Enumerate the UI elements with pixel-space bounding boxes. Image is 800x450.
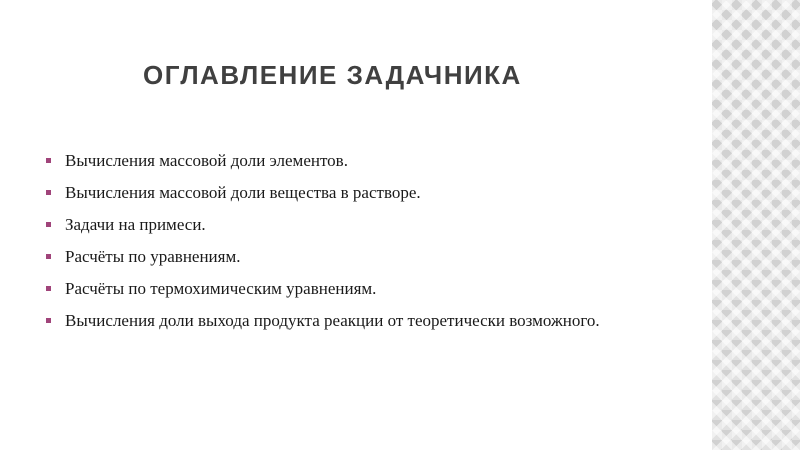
list-item <box>46 182 666 204</box>
list-item-text: Вычисления массовой доли вещества в растворе. <box>65 183 421 202</box>
list-item <box>46 150 666 172</box>
list-item <box>46 278 666 300</box>
bullet-icon <box>46 318 51 323</box>
bullet-icon <box>46 158 51 163</box>
bullet-icon <box>46 286 51 291</box>
slide-title: ОГЛАВЛЕНИЕ ЗАДАЧНИКА <box>143 60 522 90</box>
list-item-text: Расчёты по уравнениям. <box>65 247 241 266</box>
diamond-pattern <box>712 0 800 450</box>
list-item <box>46 310 666 332</box>
decorative-sidebar <box>712 0 800 450</box>
list-item <box>46 214 666 236</box>
list-item-text: Расчёты по термохимическим уравнениям. <box>65 279 377 298</box>
bullet-icon <box>46 254 51 259</box>
list-item-text: Вычисления массовой доли элементов. <box>65 151 348 170</box>
list-item-text: Вычисления доли выхода продукта реакции от теоретически возможного. <box>65 311 600 330</box>
list-item <box>46 246 666 268</box>
bullet-icon <box>46 190 51 195</box>
bullet-list <box>46 150 666 342</box>
list-item-text: Задачи на примеси. <box>65 215 206 234</box>
bullet-icon <box>46 222 51 227</box>
